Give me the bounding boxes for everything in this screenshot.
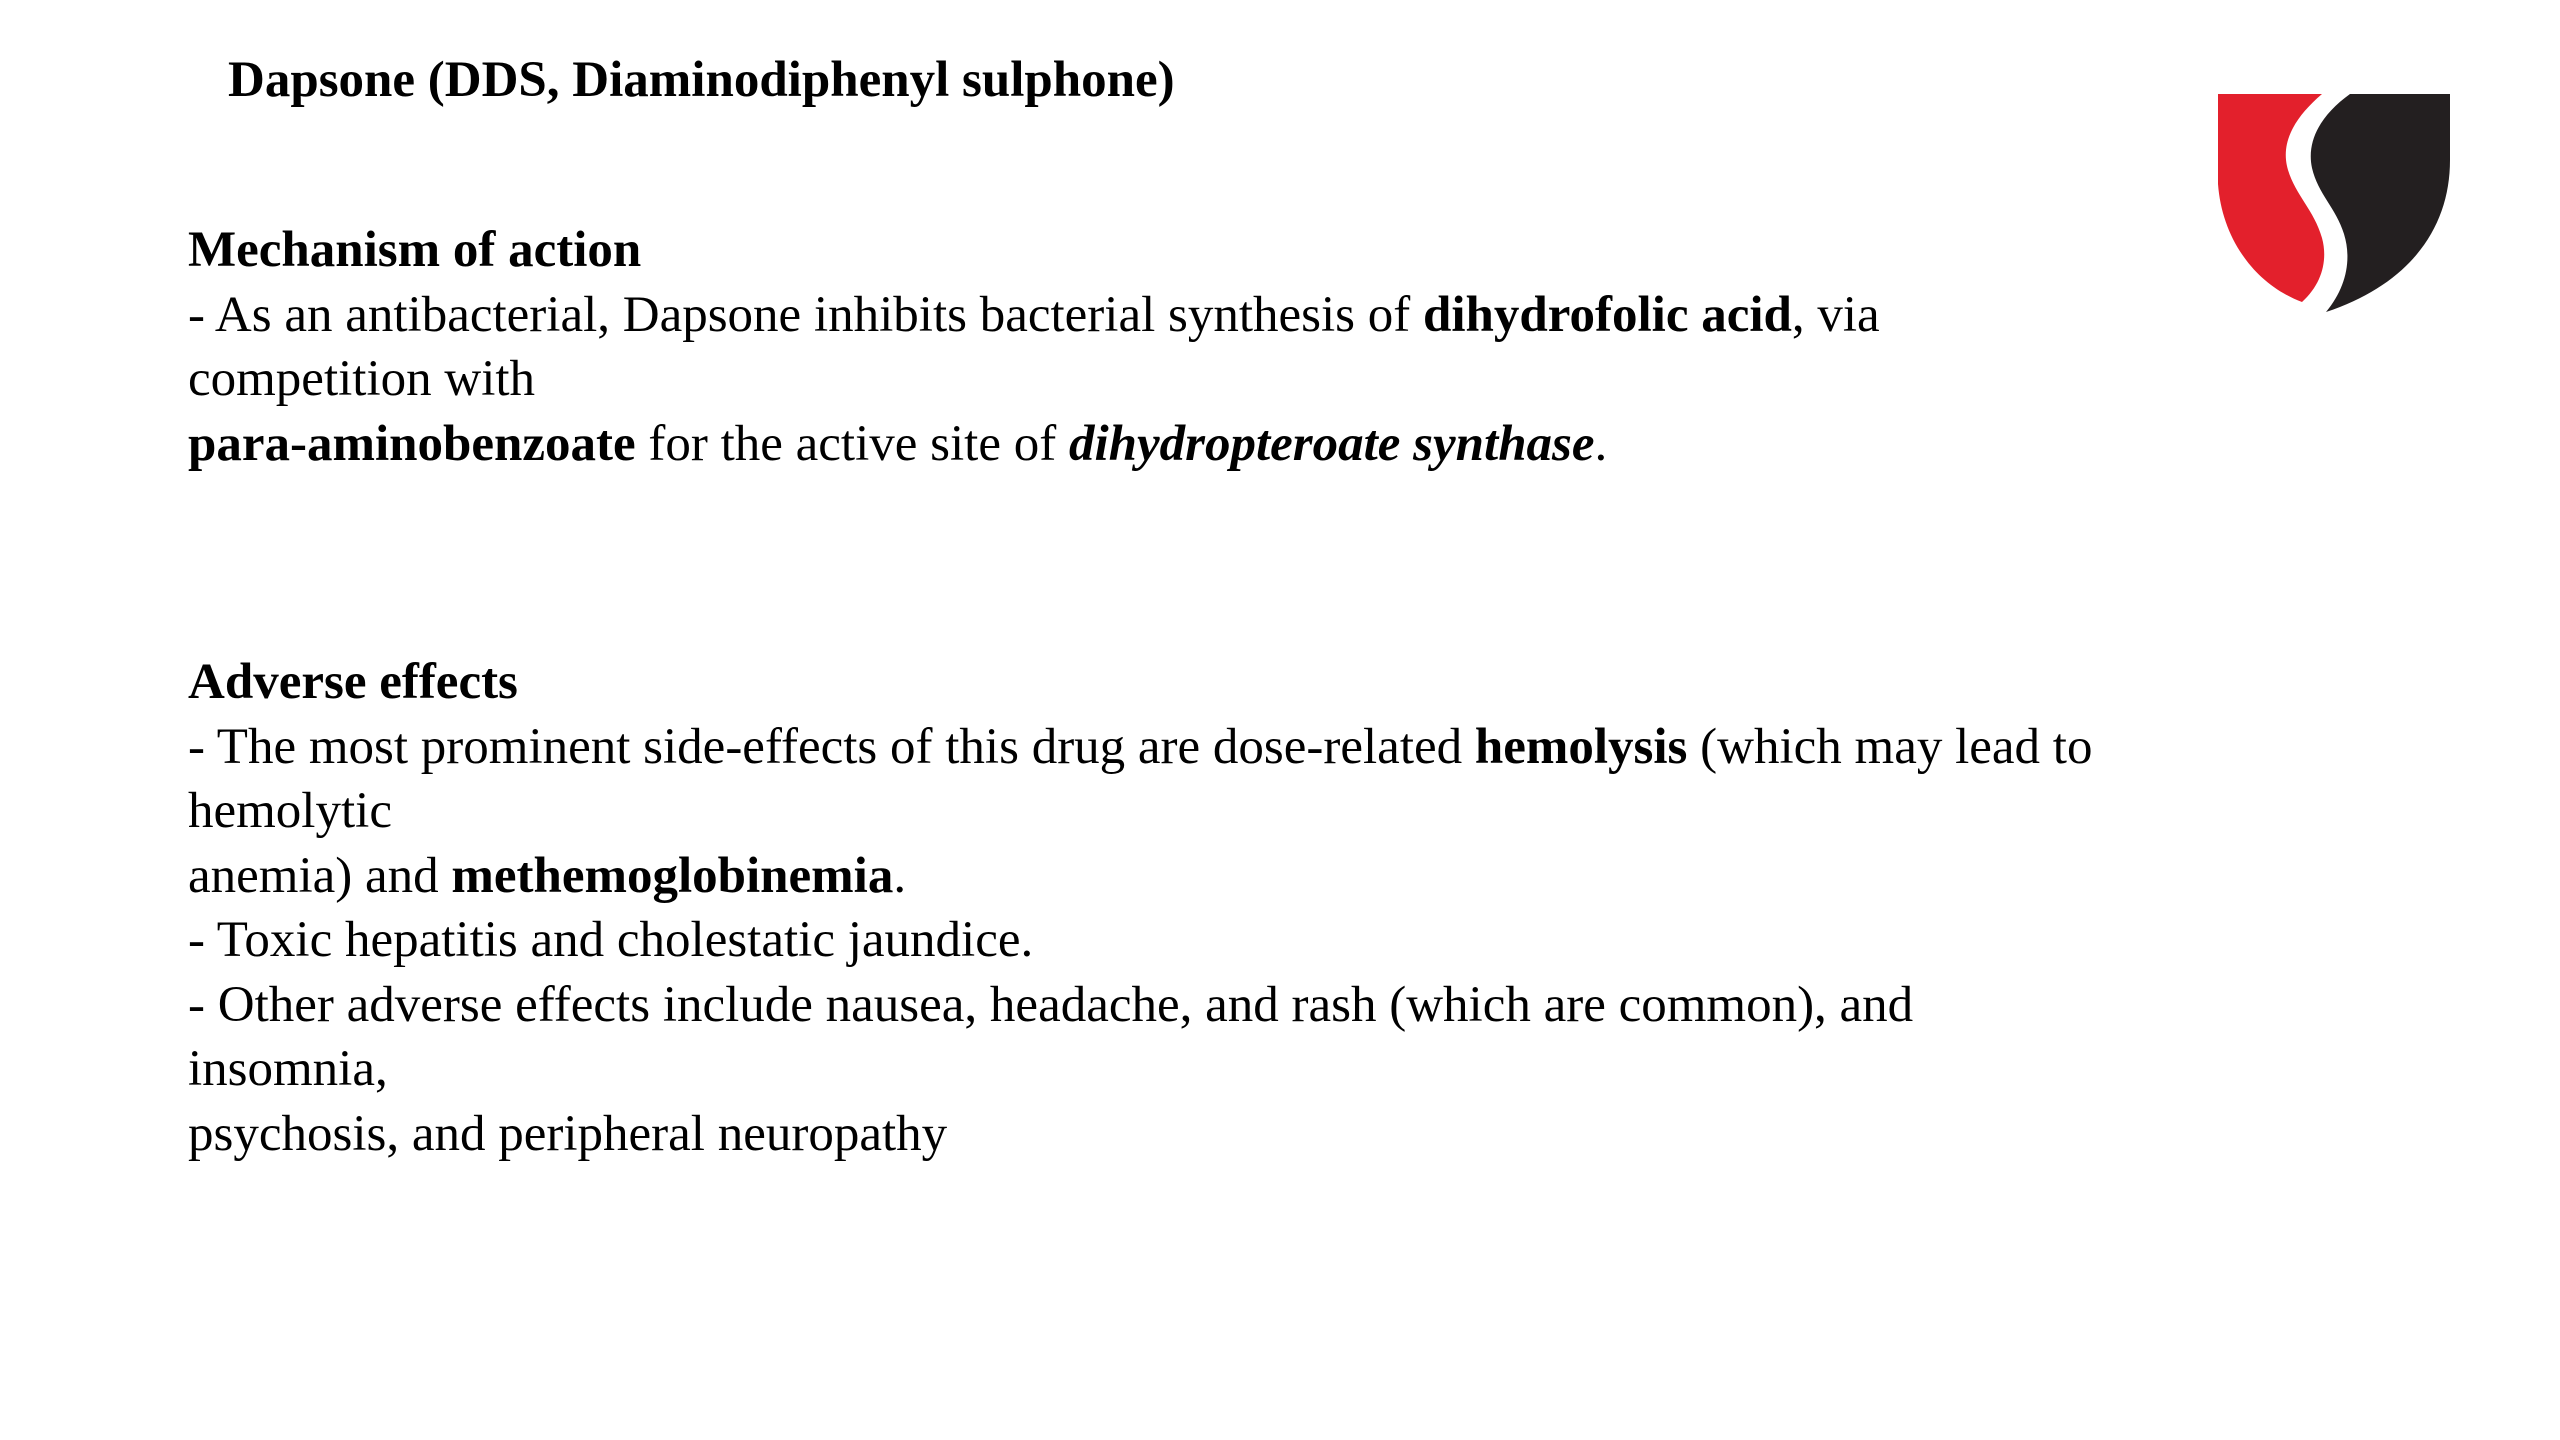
text-run: - The most prominent side-effects of this drug are dose-related <box>188 718 1475 775</box>
adverse-effects-heading: Adverse effects <box>188 654 518 710</box>
text-run: anemia) and <box>188 847 452 904</box>
mechanism-line-3 <box>188 412 2288 477</box>
bold-term: dihydrofolic acid <box>1423 286 1792 343</box>
logo-dark-half <box>2311 94 2450 312</box>
adverse-line-7: psychosis, and peripheral neuropathy <box>188 1105 948 1162</box>
text-run: . <box>1594 415 1608 472</box>
adverse-line-5: - Other adverse effects include nausea, headache, and rash (which are common), and <box>188 976 1914 1033</box>
mechanism-line-2: competition with <box>188 351 536 407</box>
adverse-line-3 <box>188 844 2288 909</box>
mechanism-section <box>188 218 2288 476</box>
text-run: - As an antibacterial, Dapsone inhibits bacterial synthesis of <box>188 286 1424 343</box>
mechanism-heading: Mechanism of action <box>188 222 642 278</box>
adverse-line-6: insomnia, <box>188 1041 388 1097</box>
text-run: . <box>893 847 907 904</box>
bold-term: para-aminobenzoate <box>188 415 636 472</box>
text-run: , via <box>1791 286 1880 343</box>
bold-italic-term: dihydropteroate synthase <box>1068 415 1595 472</box>
slide-title: Dapsone (DDS, Diaminodiphenyl sulphone) <box>228 52 1175 108</box>
text-run: (which may lead to <box>1687 718 2093 775</box>
mechanism-line-1 <box>188 283 2288 348</box>
bold-term: methemoglobinemia <box>451 847 894 904</box>
text-run: for the active site of <box>635 415 1069 472</box>
adverse-effects-section <box>188 650 2288 1166</box>
bold-term: hemolysis <box>1474 718 1688 775</box>
adverse-line-2: hemolytic <box>188 783 392 839</box>
adverse-line-4: - Toxic hepatitis and cholestatic jaundice. <box>188 912 1034 968</box>
adverse-line-1 <box>188 715 2288 780</box>
